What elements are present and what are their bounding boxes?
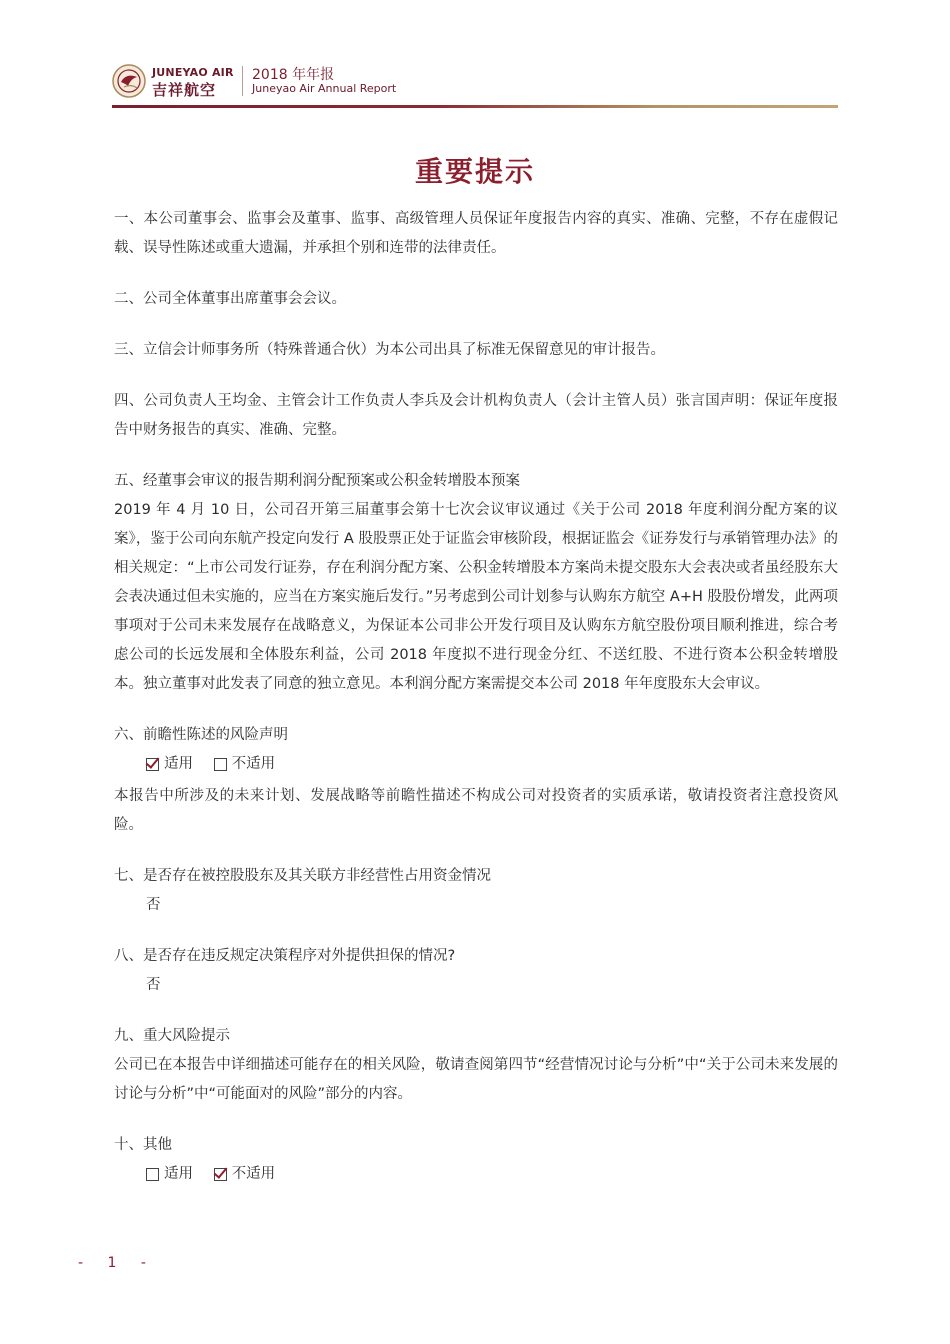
report-header bbox=[112, 62, 838, 108]
applicable-label: 适用 bbox=[164, 1166, 193, 1182]
header-divider bbox=[242, 66, 243, 96]
section-6-title: 六、前瞻性陈述的风险声明 bbox=[114, 727, 288, 743]
section-2: 二、公司全体董事出席董事会会议。 bbox=[114, 291, 346, 307]
not-applicable-option[interactable] bbox=[214, 1160, 276, 1189]
page-number: - 1 - bbox=[78, 1255, 156, 1271]
juneyao-logo-icon bbox=[112, 64, 146, 98]
section-10-options bbox=[114, 1160, 838, 1192]
logo-chinese-name: 吉祥航空 bbox=[152, 81, 217, 99]
section-3: 三、立信会计师事务所（特殊普通合伙）为本公司出具了标准无保留意见的审计报告。 bbox=[114, 342, 665, 358]
applicable-option[interactable] bbox=[146, 1160, 193, 1189]
checked-box-icon[interactable] bbox=[214, 1168, 227, 1181]
unchecked-box-icon[interactable] bbox=[146, 1168, 159, 1181]
section-7-title: 七、是否存在被控股股东及其关联方非经营性占用资金情况 bbox=[114, 868, 491, 884]
section-8-answer: 否 bbox=[146, 977, 161, 993]
logo-english-name: JUNEYAO AIR bbox=[152, 66, 234, 79]
header-rule bbox=[112, 105, 838, 108]
section-1: 一、本公司董事会、监事会及董事、监事、高级管理人员保证年度报告内容的真实、准确、完整，不存在虚假记载、误导性陈述或重大遗漏，并承担个别和连带的法律责任。 bbox=[114, 211, 838, 256]
not-applicable-option[interactable] bbox=[214, 750, 276, 779]
section-6-body: 本报告中所涉及的未来计划、发展战略等前瞻性描述不构成公司对投资者的实质承诺，敬请投资者注意投资风险。 bbox=[114, 788, 838, 833]
section-5-body: 2019 年 4 月 10 日，公司召开第三届董事会第十七次会议审议通过《关于公司 2018 年度利润分配方案的议案》，鉴于公司向东航产投定向发行 A 股股票正处于证监会审核阶段，根据证监会《证券发行与承销管理办法》的相关规定：“上市公司发行证券，存在利润分配方案、公积金转增股本方案尚未提交股东大会表决或者虽经股东大会表决通过但未实施的，应当在方案实施后发行。”另考虑到公司计划参与认购东方航空 A+H 股股份增发，此两项事项对于公司未来发展存在战略意义，为保证本公司非公开发行项目及认购东方航空股份项目顺利推进，综合考虑公司的长远发展和全体股东利益，公司 2018 年度拟不进行现金分红、不送红股、不进行资本公积金转增股本。独立董事对此发表了同意的独立意见。本利润分配方案需提交本公司 2018 年年度股东大会审议。 bbox=[114, 502, 838, 692]
notice-content bbox=[114, 205, 838, 1192]
checked-box-icon[interactable] bbox=[146, 758, 159, 771]
report-subtitle: Juneyao Air Annual Report bbox=[252, 82, 397, 95]
not-applicable-label: 不适用 bbox=[231, 1166, 276, 1182]
not-applicable-label: 不适用 bbox=[231, 756, 276, 772]
section-6-options bbox=[114, 750, 838, 782]
section-9-body: 公司已在本报告中详细描述可能存在的相关风险，敬请查阅第四节“经营情况讨论与分析”中“关于公司未来发展的讨论与分析”中“可能面对的风险”部分的内容。 bbox=[114, 1057, 838, 1102]
applicable-label: 适用 bbox=[164, 756, 193, 772]
section-7-answer: 否 bbox=[146, 897, 161, 913]
section-8-title: 八、是否存在违反规定决策程序对外提供担保的情况? bbox=[114, 948, 456, 964]
section-4: 四、公司负责人王均金、主管会计工作负责人李兵及会计机构负责人（会计主管人员）张言国声明：保证年度报告中财务报告的真实、准确、完整。 bbox=[114, 393, 838, 438]
section-9-title: 九、重大风险提示 bbox=[114, 1028, 230, 1044]
unchecked-box-icon[interactable] bbox=[214, 758, 227, 771]
report-title: 2018 年年报 bbox=[252, 67, 335, 83]
applicable-option[interactable] bbox=[146, 750, 193, 779]
section-5-title: 五、经董事会审议的报告期利润分配预案或公积金转增股本预案 bbox=[114, 473, 520, 489]
page-title: 重要提示 bbox=[414, 155, 535, 188]
section-10-title: 十、其他 bbox=[114, 1137, 172, 1153]
